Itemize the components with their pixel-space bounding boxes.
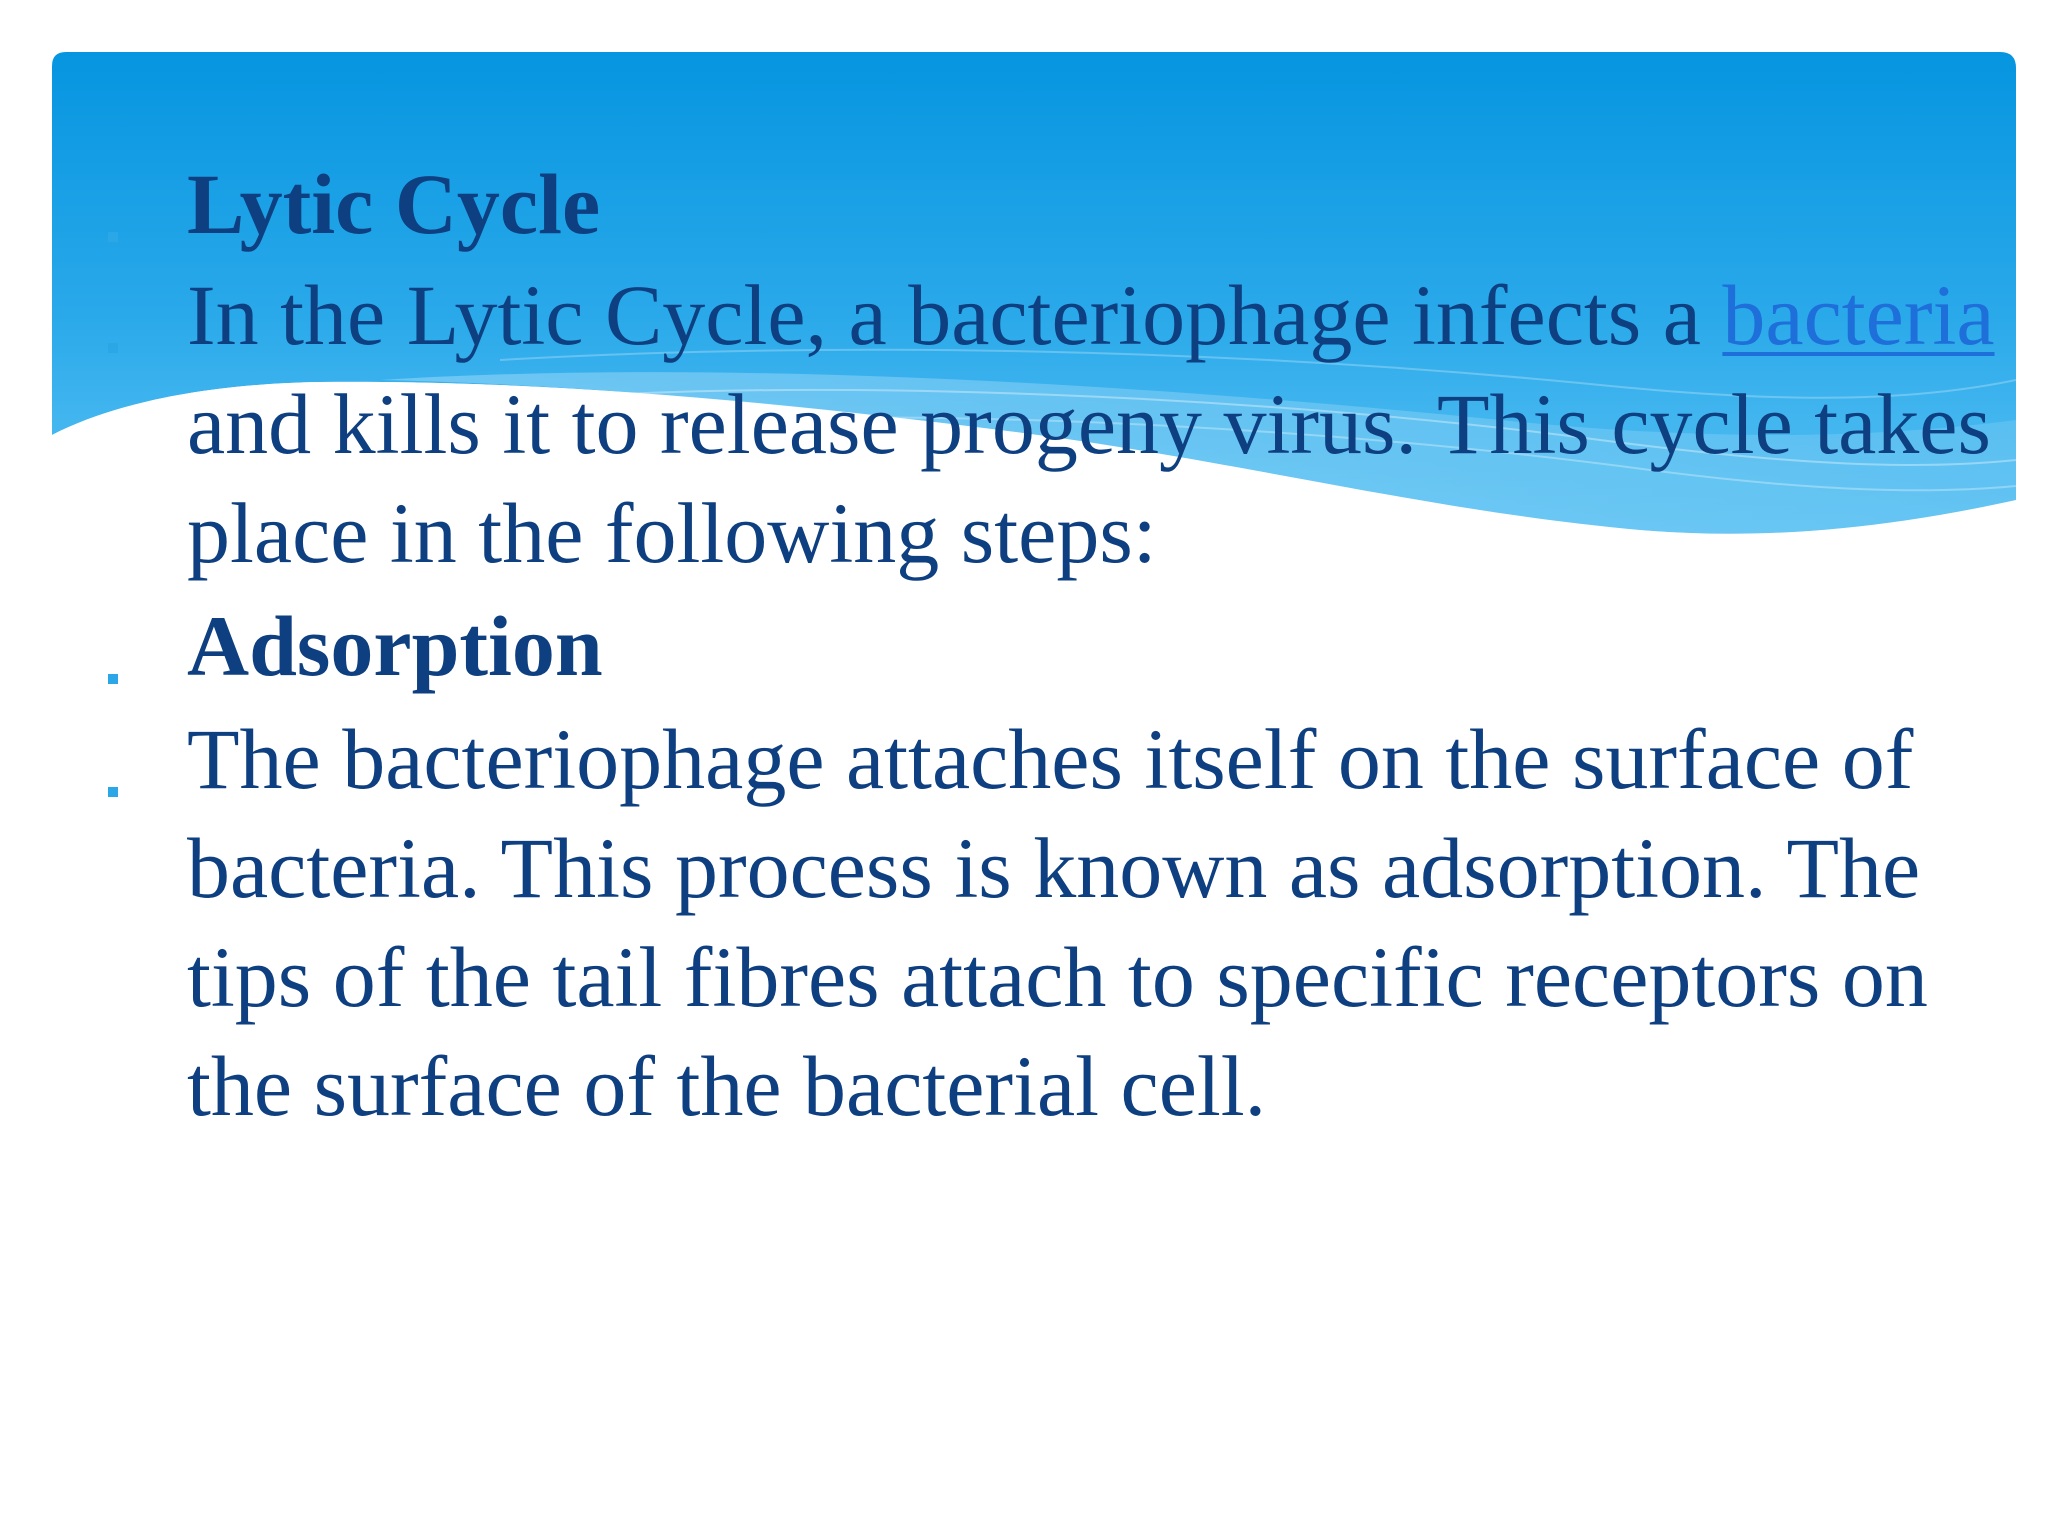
bullet-marker	[108, 232, 118, 242]
bullet-paragraph-intro	[0, 261, 2048, 588]
bullet-marker	[108, 343, 118, 353]
bullet-paragraph-adsorption	[0, 705, 2048, 1141]
paragraph-text-after: and kills it to release progeny virus. This cycle takes place in the following steps:	[187, 376, 1991, 581]
paragraph-text: The bacteriophage attaches itself on the surface of bacteria. This process is known as adsorption. The tips of the tail fibres attach to specific receptors on the surface of the bacterial cell.	[187, 711, 1928, 1134]
heading-text: Adsorption	[187, 598, 603, 694]
paragraph-text-before: In the Lytic Cycle, a bacteriophage infects a	[187, 267, 1723, 363]
bacteria-link[interactable]: bacteria	[1722, 267, 1995, 363]
bullet-marker	[108, 674, 118, 684]
bullet-heading-lytic-cycle	[0, 150, 2048, 259]
bullet-heading-adsorption	[0, 592, 2048, 701]
bullet-marker	[108, 787, 118, 797]
heading-text: Lytic Cycle	[187, 156, 601, 252]
slide-body	[0, 150, 2048, 1141]
